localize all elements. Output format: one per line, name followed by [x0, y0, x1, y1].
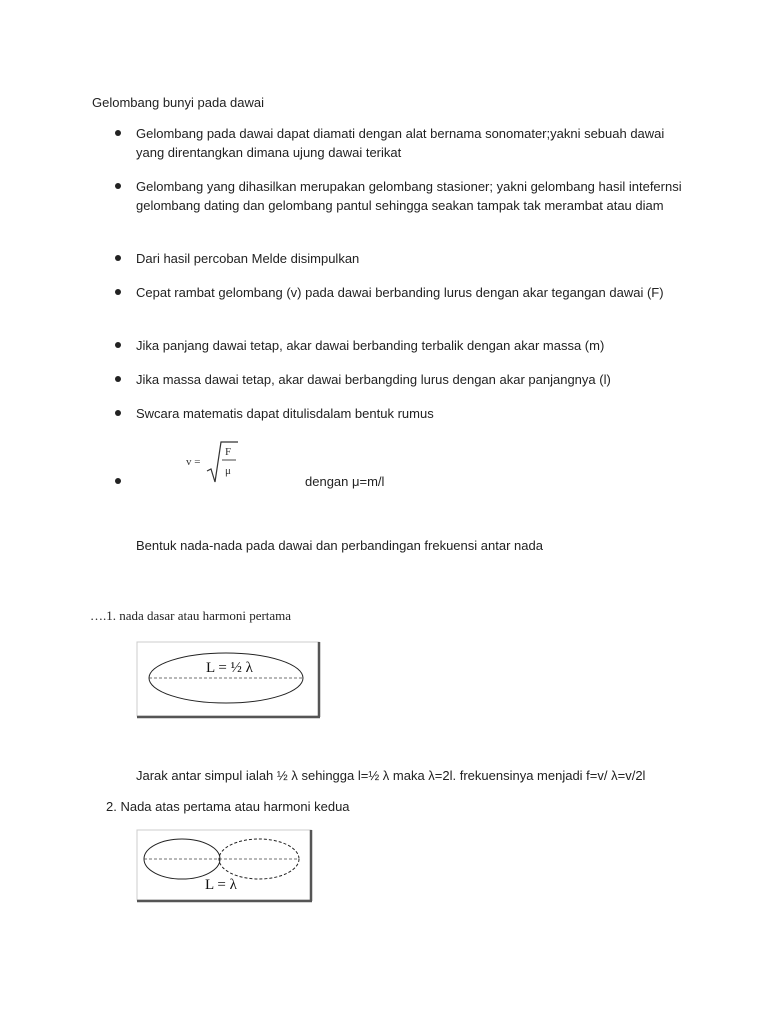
section-1-description: Jarak antar simpul ialah ½ λ sehingga l=½ λ maka λ=2l. frekuensinya menjadi f=v/ λ=v/2l — [136, 768, 646, 783]
bullet-dot — [115, 342, 121, 348]
document-heading: Gelombang bunyi pada dawai — [92, 95, 265, 110]
second-harmonic-diagram — [135, 828, 317, 904]
formula-note: dengan μ=m/l — [305, 474, 385, 489]
section-2-title: 2. Nada atas pertama atau harmoni kedua — [106, 799, 350, 814]
radical-sign — [207, 442, 238, 482]
bullet-item-4: Cepat rambat gelombang (v) pada dawai berbanding lurus dengan akar tegangan dawai (F) — [136, 285, 664, 300]
bullet-item-1: Gelombang pada dawai dapat diamati dengan alat bernama sonomater;yakni sebuah dawai yang direntangkan dimana ujung dawai terikat — [136, 126, 665, 160]
bullet-dot — [115, 255, 121, 261]
bullet-item-2: Gelombang yang dihasilkan merupakan gelombang stasioner; yakni gelombang hasil intefernsi gelombang dating dan gelombang pantul sehingga seakan tampak tak merambat atau diam — [136, 179, 682, 213]
formula-denominator: μ — [225, 465, 231, 477]
bullet-item-7: Swcara matematis dapat ditulisdalam bentuk rumus — [136, 406, 434, 421]
bullet-dot — [115, 410, 121, 416]
fundamental-harmonic-diagram — [135, 640, 325, 720]
bullet-dot — [115, 376, 121, 382]
bullet-dot — [115, 478, 121, 484]
section-1-title: ….1. nada dasar atau harmoni pertama — [90, 608, 292, 623]
wave-speed-formula — [180, 438, 240, 486]
bullet-dot — [115, 289, 121, 295]
formula-lhs: v = — [186, 456, 201, 468]
bullet-dot — [115, 183, 121, 189]
bullet-item-6: Jika massa dawai tetap, akar dawai berbangding lurus dengan akar panjangnya (l) — [136, 372, 611, 387]
bullet-item-5: Jika panjang dawai tetap, akar dawai berbanding terbalik dengan akar massa (m) — [136, 338, 605, 353]
bullet-item-3: Dari hasil percoban Melde disimpulkan — [136, 251, 360, 266]
diagram-label-2: L = λ — [205, 877, 237, 893]
subheading: Bentuk nada-nada pada dawai dan perbandingan frekuensi antar nada — [136, 538, 543, 553]
formula-numerator: F — [225, 446, 232, 458]
bullet-dot — [115, 130, 121, 136]
diagram-label-1: L = ½ λ — [206, 660, 253, 676]
